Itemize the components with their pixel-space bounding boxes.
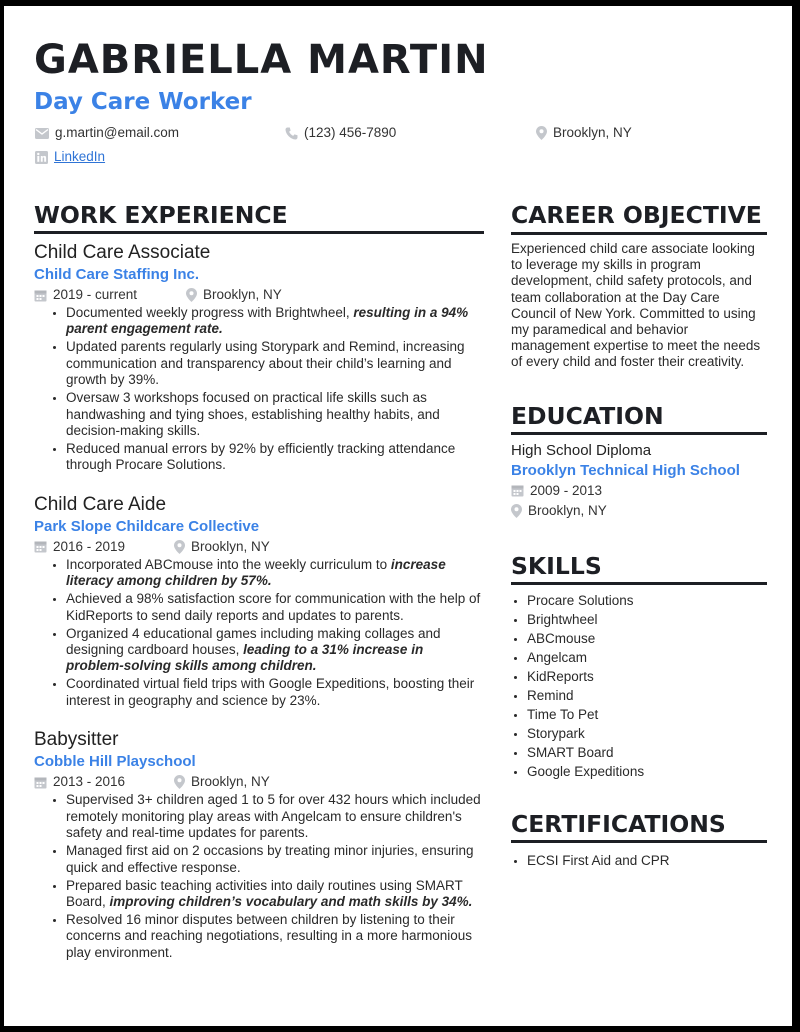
skill-item: • KidReports [527,667,767,686]
candidate-name: GABRIELLA MARTIN [34,37,489,83]
map-pin-icon [174,540,185,554]
contact-email [35,125,179,141]
map-pin-icon [174,775,185,789]
section-title-certifications: CERTIFICATIONS [511,809,767,843]
bullet-text: Organized 4 educational games including making collages and designing cardboard houses, [66,625,441,658]
section-title-work: WORK EXPERIENCE [34,200,484,234]
certifications-list [511,851,767,870]
job-company: Park Slope Childcare Collective [34,517,260,535]
job-bullet [66,792,484,841]
resume-page [4,6,792,1026]
skill-item: • Google Expeditions [527,762,767,781]
skill-item: • Procare Solutions [527,591,767,610]
work-experience-section [34,200,484,963]
section-title-education: EDUCATION [511,401,767,435]
calendar-icon [511,484,524,497]
skill-item: • Remind [527,686,767,705]
education-section [511,401,767,521]
job-bullets [34,792,484,961]
objective-section [511,200,767,371]
job-bullet [66,390,484,439]
bullet-emphasis: resulting in a 94% parent engagement rate. [66,305,469,337]
right-column [511,200,767,870]
phone-text: (123) 456-7890 [304,125,397,140]
job-entry [34,494,484,709]
job-bullets [34,305,484,474]
job-dates-text: 2019 - current [53,287,138,302]
job-dates [34,286,186,304]
section-title-objective: CAREER OBJECTIVE [511,200,767,235]
job-location [186,286,282,304]
job-bullet [66,912,484,961]
calendar-icon [34,289,47,302]
bullet-emphasis: increase literacy among children by 57%. [66,556,446,589]
bullet-text: Achieved a 98% satisfaction score for communication with the help of KidReports to send daily reports and updates to parents. [66,591,481,623]
job-bullet [66,878,484,911]
candidate-role: Day Care Worker [34,89,252,115]
job-company: Child Care Staffing Inc. [34,266,200,283]
bullet-text: Managed first aid on 2 occasions by treating minor injuries, ensuring quick and effective response. [66,843,474,875]
job-location-text: Brooklyn, NY [191,538,270,554]
bullet-text: Coordinated virtual field trips with Google Expeditions, boosting their interest in geography and science by 23%. [66,676,475,708]
skill-item: • SMART Board [527,743,767,762]
job-meta [34,286,484,304]
job-location [174,538,270,556]
education-location-text: Brooklyn, NY [528,502,607,518]
envelope-icon [35,128,49,139]
certifications-section [511,809,767,870]
bullet-text: Reduced manual errors by 92% by efficiently tracking attendance through Procare Solutions. [66,441,456,473]
skills-list [511,591,767,781]
map-pin-icon [186,288,197,302]
job-title: Babysitter [34,729,119,751]
contact-phone [285,125,396,141]
contact-location [536,125,632,141]
job-meta [34,538,484,556]
skill-item: • ABCmouse [527,629,767,648]
skill-item: • Angelcam [527,648,767,667]
bullet-text: Resolved 16 minor disputes between children by listening to their concerns and reaching negotiations, resulting in a more harmonious play environment. [66,911,472,960]
skills-section [511,551,767,781]
section-title-skills: SKILLS [511,551,767,585]
location-text: Brooklyn, NY [553,125,632,140]
job-dates-text: 2013 - 2016 [53,774,126,790]
job-dates [34,773,174,791]
job-entry [34,242,484,474]
job-bullets [34,557,484,709]
job-bullet [66,591,484,624]
job-dates [34,538,174,556]
job-title: Child Care Associate [34,242,211,263]
job-list [34,242,484,961]
job-location [174,773,270,791]
education-dates [511,481,767,501]
job-bullet [66,339,484,388]
skill-item: • Storypark [527,724,767,743]
job-meta [34,773,484,791]
calendar-icon [34,776,47,789]
job-bullet [66,626,484,675]
bullet-emphasis: improving children’s vocabulary and math skills by 34%. [109,893,473,909]
job-bullet [66,441,484,474]
job-entry [34,729,484,961]
phone-icon [285,127,298,140]
job-company: Cobble Hill Playschool [34,753,196,771]
bullet-text: Oversaw 3 workshops focused on practical life skills such as handwashing and tying shoes, establishing healthy habits, and decision-making skills. [66,390,440,439]
skill-item: • Time To Pet [527,705,767,724]
bullet-text: Prepared basic teaching activities into daily routines using SMART Board, [66,877,463,909]
job-bullet [66,557,484,590]
job-location-text: Brooklyn, NY [203,287,282,302]
education-school: Brooklyn Technical High School [511,461,740,479]
bullet-text: Incorporated ABCmouse into the weekly curriculum to [66,556,391,572]
objective-text: Experienced child care associate looking to leverage my skills in program development, child safety protocols, and team collaboration at the Day Care Council of New York. Committed to using my paramedical and behavior management expertise to meet the needs of every child and foster their creativity. [511,241,761,370]
job-bullet [66,305,484,338]
job-bullet [66,843,484,876]
skill-item: • Brightwheel [527,610,767,629]
job-location-text: Brooklyn, NY [191,774,270,790]
job-dates-text: 2016 - 2019 [53,538,126,554]
bullet-text: Supervised 3+ children aged 1 to 5 for over 432 hours which included remotely monitoring play areas with Angelcam to ensure children's safety and real-time updates for parents. [66,792,481,841]
job-bullet [66,676,484,709]
map-pin-icon [536,126,547,140]
bullet-text: Documented weekly progress with Brightwheel, [66,305,354,320]
bullet-emphasis: leading to a 31% increase in problem-solving skills among children. [66,642,424,674]
certification-item: • ECSI First Aid and CPR [527,851,767,870]
education-dates-text: 2009 - 2013 [530,482,603,498]
linkedin-icon [35,151,48,164]
email-text: g.martin@email.com [55,125,179,140]
linkedin-link[interactable]: LinkedIn [54,149,106,164]
contact-linkedin [35,149,105,165]
education-degree: High School Diploma [511,441,652,459]
map-pin-icon [511,504,522,518]
calendar-icon [34,540,47,553]
education-location [511,501,767,521]
job-title: Child Care Aide [34,493,167,515]
bullet-text: Updated parents regularly using Storypark and Remind, increasing communication and transparency about their child’s learning and growth by 39%. [66,339,465,388]
